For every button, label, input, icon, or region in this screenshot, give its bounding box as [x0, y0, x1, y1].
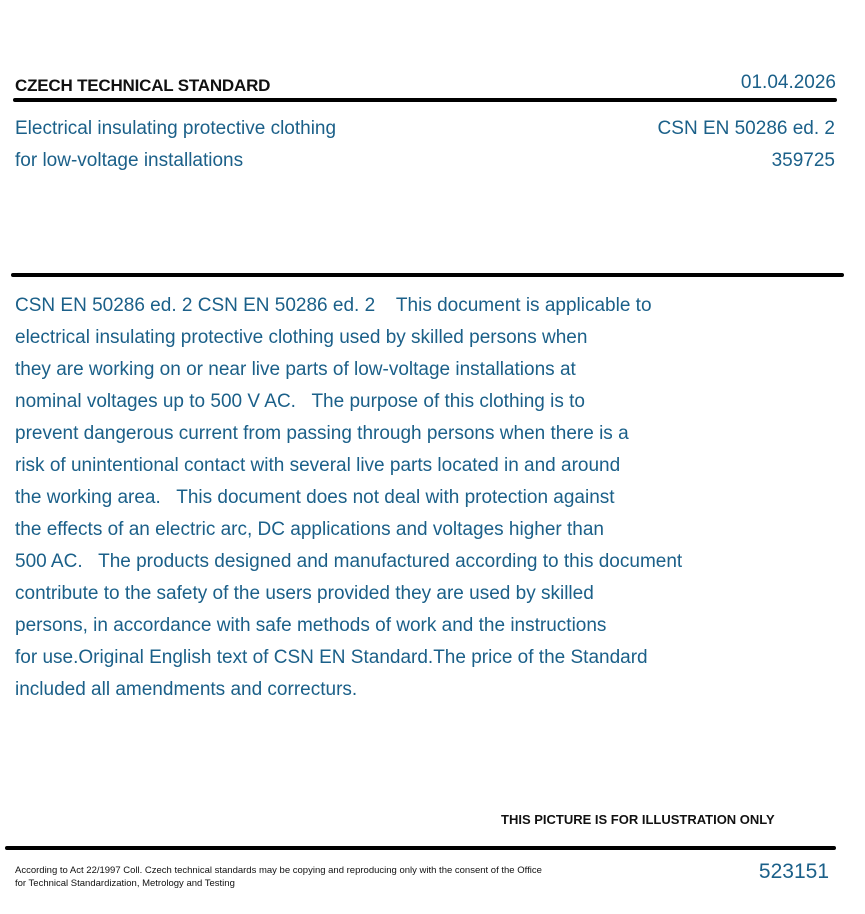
footer-divider: [5, 846, 836, 850]
abstract-line: risk of unintentional contact with several live parts located in and around: [15, 455, 621, 476]
abstract-line: included all amendments and correcturs.: [15, 679, 358, 700]
abstract-text: [15, 290, 682, 706]
document-code: 523151: [758, 860, 829, 883]
document-date: 01.04.2026: [740, 72, 836, 93]
abstract-line: contribute to the safety of the users provided they are used by skilled: [15, 583, 594, 604]
abstract-line: for use.Original English text of CSN EN Standard.The price of the Standard: [15, 647, 648, 668]
abstract-line: they are working on or near live parts of low-voltage installations at: [15, 359, 576, 380]
legal-notice-line1: According to Act 22/1997 Coll. Czech technical standards may be copying and reproducing only with the consent of the Office: [15, 865, 542, 876]
illustration-note: THIS PICTURE IS FOR ILLUSTRATION ONLY: [501, 812, 775, 827]
legal-notice: [15, 864, 542, 890]
abstract-line: electrical insulating protective clothing used by skilled persons when: [15, 327, 588, 348]
standard-designation: CSN EN 50286 ed. 2: [657, 118, 835, 139]
catalog-number: 359725: [771, 150, 835, 171]
section-divider: [11, 273, 844, 277]
abstract-line: CSN EN 50286 ed. 2 CSN EN 50286 ed. 2 This document is applicable to: [15, 295, 652, 316]
abstract-line: 500 AC. The products designed and manufactured according to this document: [15, 551, 683, 572]
legal-notice-line2: for Technical Standardization, Metrology and Testing: [15, 878, 235, 889]
abstract-line: nominal voltages up to 500 V AC. The purpose of this clothing is to: [15, 391, 585, 412]
header-divider: [13, 98, 837, 102]
abstract-line: the effects of an electric arc, DC applications and voltages higher than: [15, 519, 604, 540]
document-type-heading: CZECH TECHNICAL STANDARD: [15, 76, 271, 95]
abstract-line: prevent dangerous current from passing through persons when there is a: [15, 423, 629, 444]
abstract-line: the working area. This document does not deal with protection against: [15, 487, 615, 508]
standard-title-line2: for low-voltage installations: [15, 150, 244, 171]
abstract-line: persons, in accordance with safe methods of work and the instructions: [15, 615, 607, 636]
standard-title-line1: Electrical insulating protective clothing: [15, 118, 337, 139]
